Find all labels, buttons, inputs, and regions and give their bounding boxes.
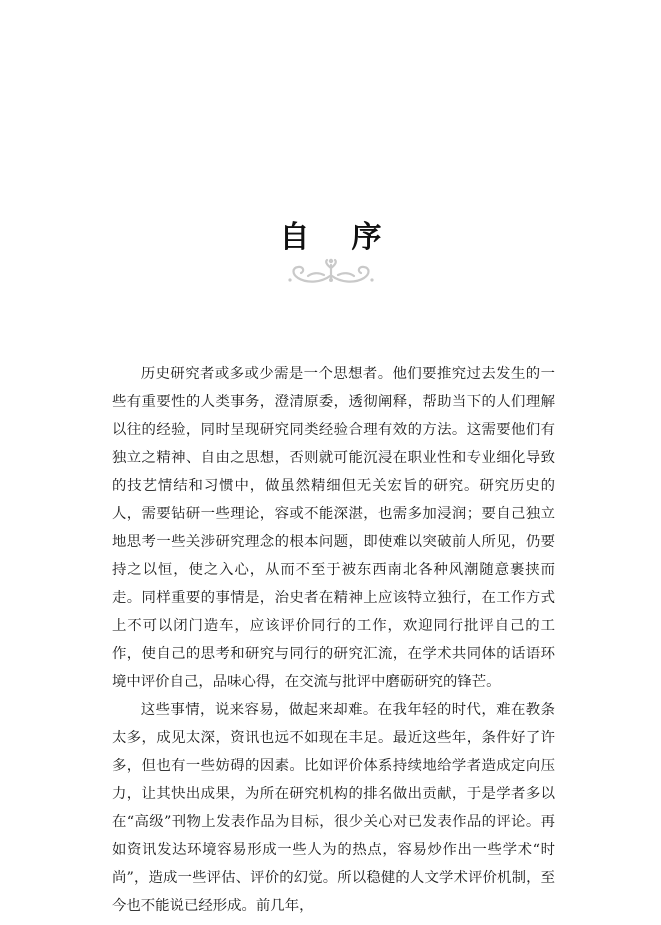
paragraph-2: 这些事情，说来容易，做起来却难。在我年轻的时代，难在教条太多，成见太深，资讯也远不如现在丰足。最近这些年，条件好了许多，但也有一些妨碍的因素。比如评价体系持续地给学者造成定向压力，让其快出成果，为所在研究机构的排名做出贡献，于是学者多以在“高级”刊物上发表作品为目标，很少关心对已发表作品的评论。再如资讯发达环境容易形成一些人为的热点，容易炒作出一些学术“时尚”，造成一些评估、评价的幻觉。所以稳健的人文学术评价机制，至今也不能说已经形成。前几年， [112, 702, 555, 914]
title-char-1: 自 [279, 220, 310, 255]
paragraph-1: 历史研究者或多或少需是一个思想者。他们要推究过去发生的一些有重要性的人类事务，澄清原委，透彻阐释，帮助当下的人们理解以往的经验，同时呈现研究同类经验合理有效的方法。这需要他们有独立之精神、自由之思想，否则就可能沉浸在职业性和专业细化导致的技艺情结和习惯中，做虽然精细但无关宏旨的研究。研究历史的人，需要钻研一些理论，容或不能深湛，也需多加浸润；要自己独立地思考一些关涉研究理念的根本问题，即使难以突破前人所见，仍要持之以恒，使之入心，从而不至于被东西南北各种风潮随意裹挟而走。同样重要的事情是，治史者在精神上应该特立独行，在工作方式上不可以闭门造车，应该评价同行的工作，欢迎同行批评自己的工作，使自己的思考和研究与同行的研究汇流，在学术共同体的话语环境中评价自己，品味心得，在交流与批评中磨砺研究的锋芒。 [112, 366, 555, 690]
page-title [0, 218, 661, 258]
flourish-ornament-icon [284, 256, 378, 288]
title-char-2: 序 [351, 220, 382, 255]
preface-body [112, 360, 555, 920]
